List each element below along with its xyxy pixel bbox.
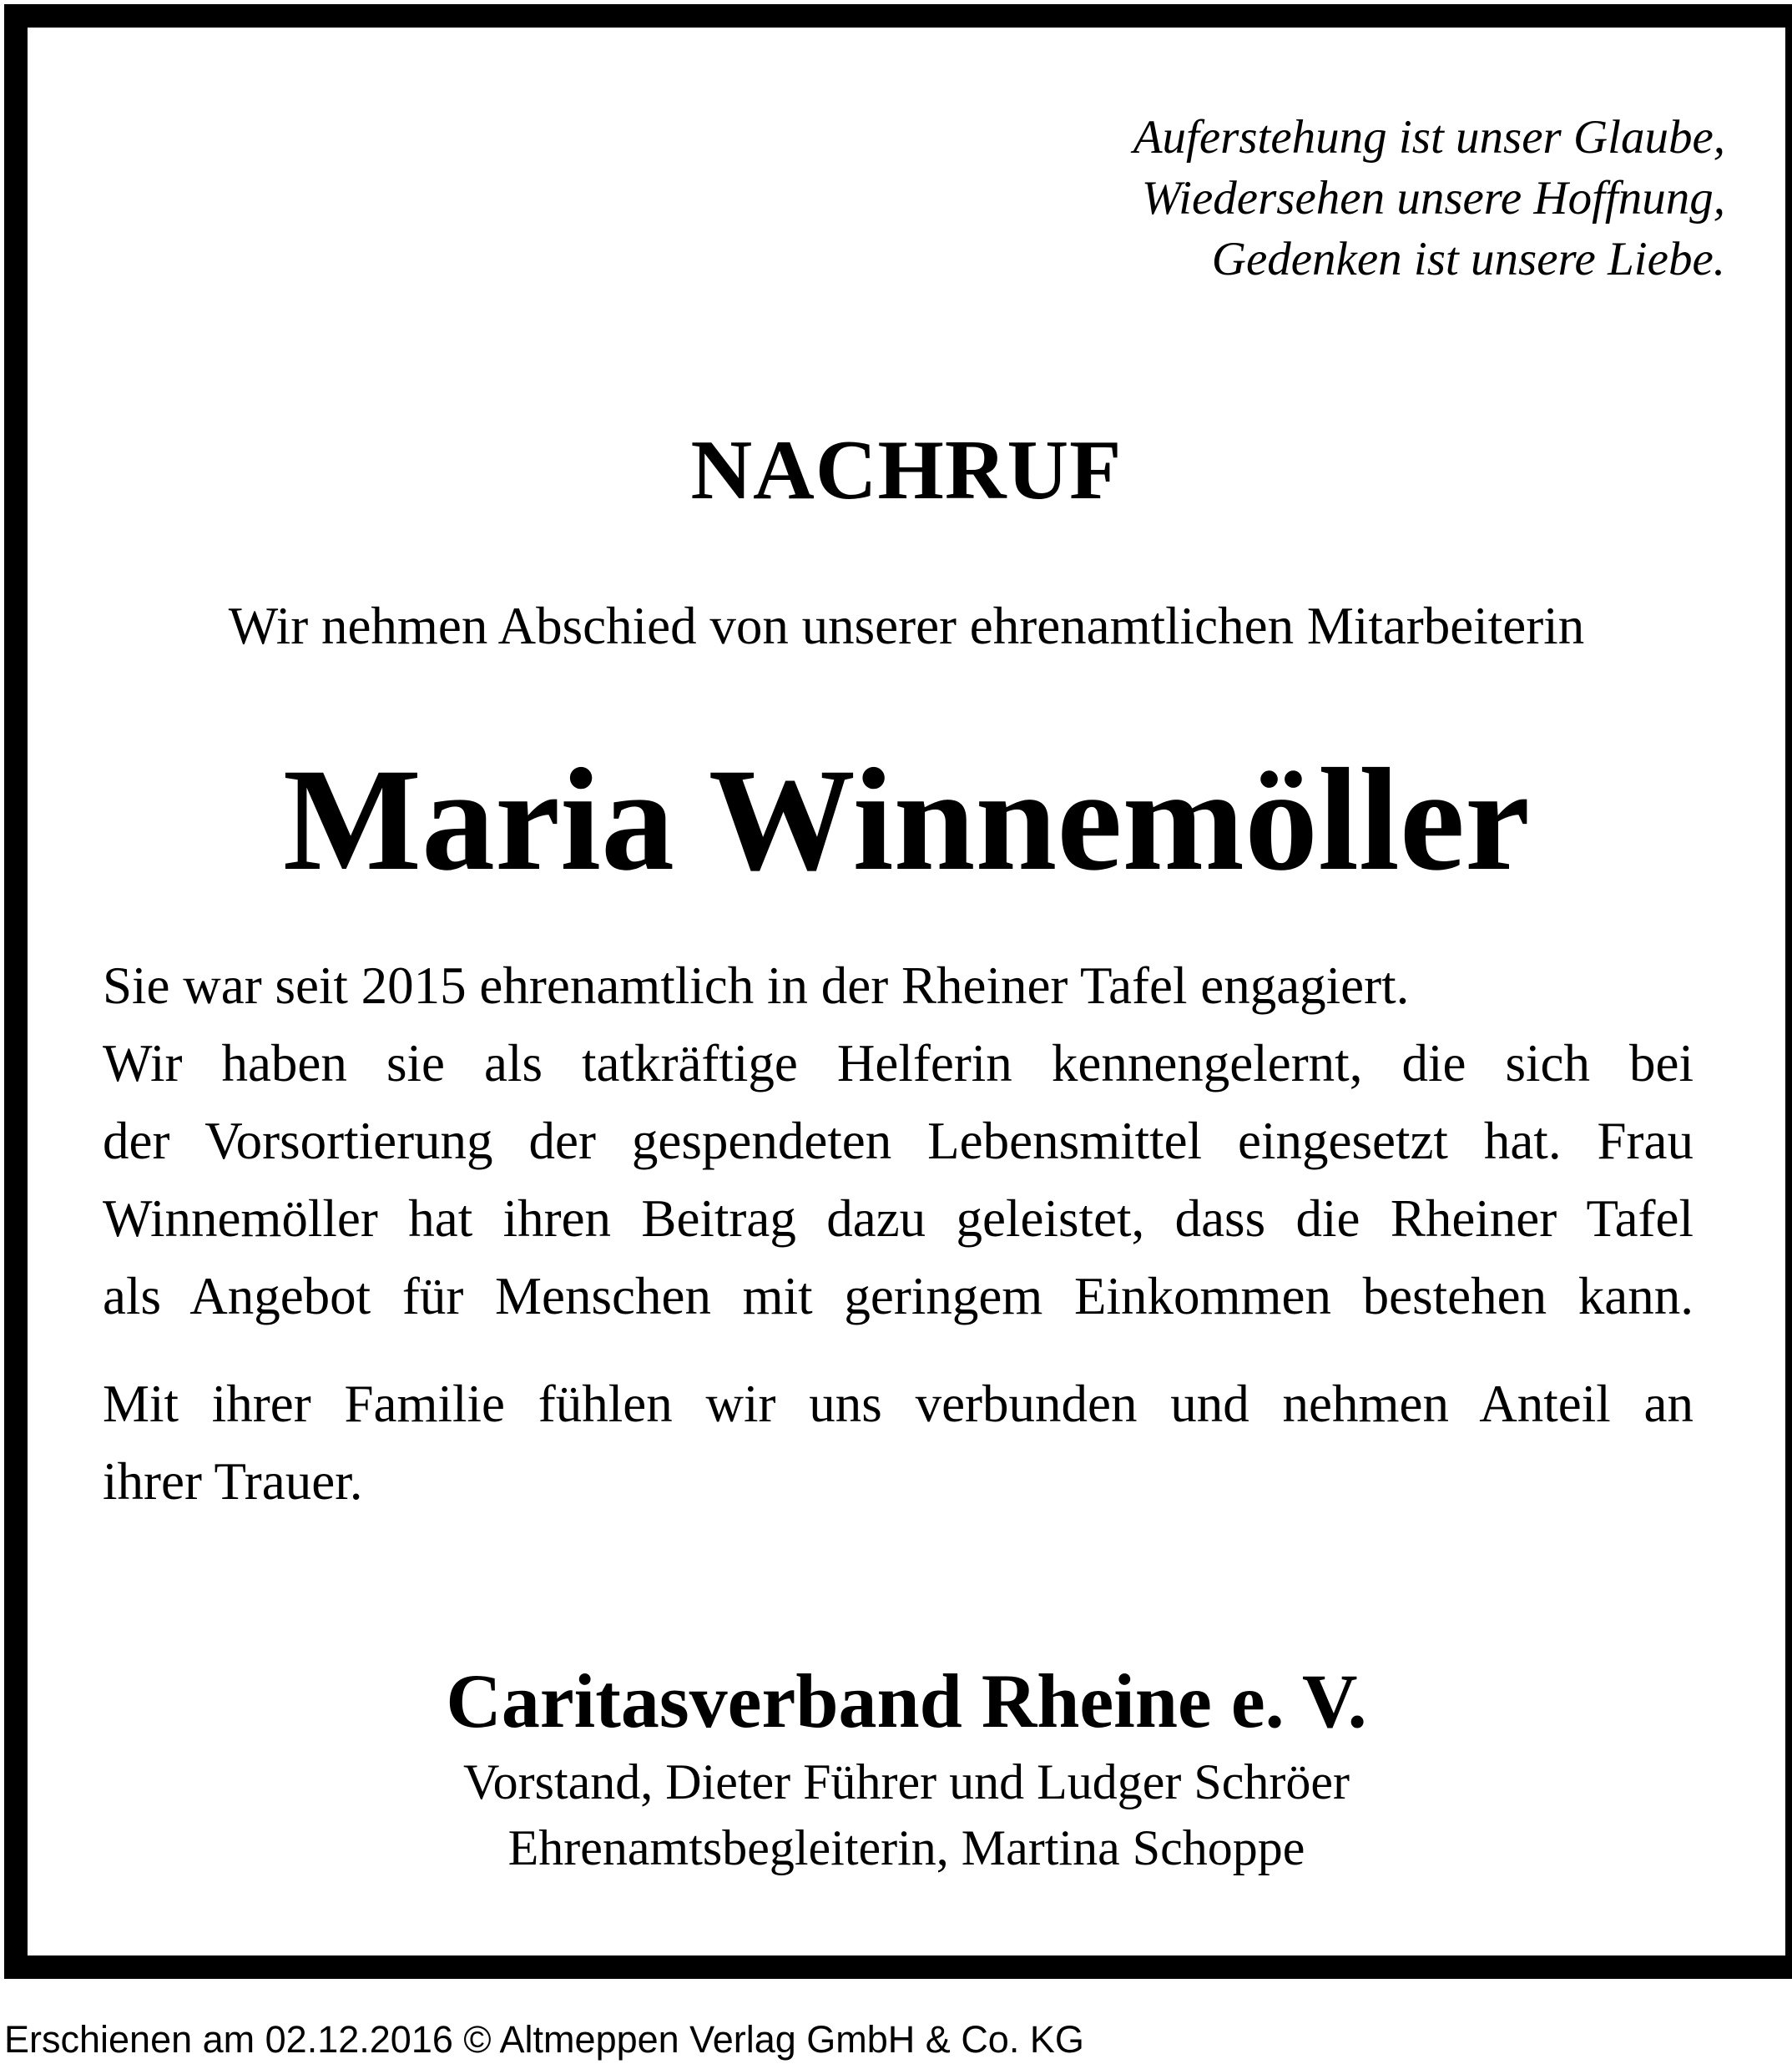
deceased-name: Maria Winnemöller: [282, 739, 1531, 901]
paragraph-line: Winnemöller hat ihren Beitrag dazu geleistet, dass die Rheiner Tafel: [103, 1189, 1694, 1248]
motto-line: Wiedersehen unsere Hoffnung,: [1141, 172, 1725, 225]
motto-line: Auferstehung ist unser Glaube,: [1133, 111, 1725, 164]
paragraph-line: ihrer Trauer.: [103, 1452, 363, 1511]
motto-line: Gedenken ist unsere Liebe.: [1211, 233, 1725, 285]
intro-text: Wir nehmen Abschied von unserer ehrenamtlichen Mitarbeiterin: [228, 597, 1585, 655]
tribute-paragraph: [103, 947, 1694, 1335]
signature-organization: Caritasverband Rheine e. V.: [446, 1658, 1367, 1744]
motto-verse: [1133, 107, 1725, 290]
paragraph-line: Mit ihrer Familie fühlen wir uns verbunden und nehmen Anteil an: [103, 1375, 1694, 1433]
signature-board: Vorstand, Dieter Führer und Ludger Schröer: [463, 1754, 1350, 1809]
signature-coordinator: Ehrenamtsbegleiterin, Martina Schoppe: [507, 1820, 1305, 1875]
publication-footer: Erschienen am 02.12.2016 © Altmeppen Verlag GmbH & Co. KG: [4, 2018, 1084, 2061]
obituary-heading: NACHRUF: [690, 423, 1123, 517]
paragraph-line: als Angebot für Menschen mit geringem Einkommen bestehen kann.: [103, 1267, 1694, 1325]
paragraph-line: Sie war seit 2015 ehrenamtlich in der Rheiner Tafel engagiert.: [103, 956, 1410, 1015]
condolence-paragraph: [103, 1365, 1694, 1521]
paragraph-line: Wir haben sie als tatkräftige Helferin kennengelernt, die sich bei: [103, 1034, 1694, 1093]
obituary-frame: [4, 4, 1792, 1979]
paragraph-line: der Vorsortierung der gespendeten Lebensmittel eingesetzt hat. Frau: [103, 1112, 1694, 1170]
